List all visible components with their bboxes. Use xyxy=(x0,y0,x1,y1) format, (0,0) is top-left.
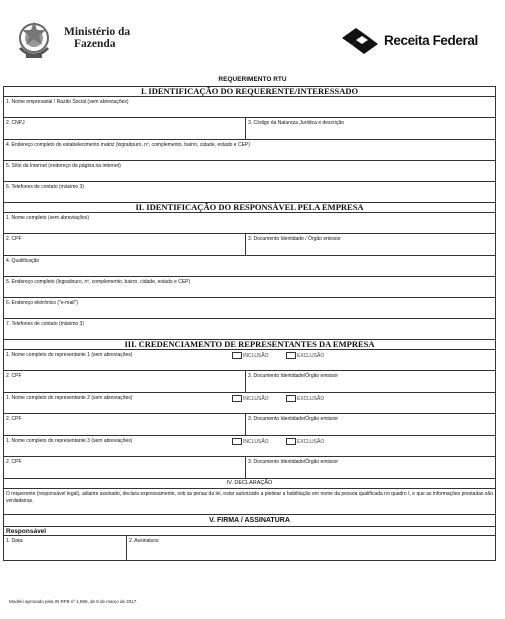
field-label: 5. Endereço completo (logradouro, nº, complemento, bairro, cidade, estado e CEP) xyxy=(6,279,191,285)
field-label: 3. Documento Identidade/Órgão emissor xyxy=(248,459,339,465)
exclusao-option-3[interactable] xyxy=(286,438,324,445)
field-qualificacao[interactable] xyxy=(4,256,495,277)
checkbox-icon[interactable] xyxy=(232,395,242,402)
checkbox-icon[interactable] xyxy=(232,438,242,445)
inclusao-label: INCLUSÃO xyxy=(243,395,269,402)
row-cnpj xyxy=(4,118,495,140)
field-doc-rep-3[interactable] xyxy=(245,457,495,478)
field-label: 2. Assinatura: xyxy=(129,538,160,544)
field-doc-rep-1[interactable] xyxy=(245,371,495,392)
field-documento-responsavel[interactable] xyxy=(245,234,495,255)
checkbox-icon[interactable] xyxy=(286,438,296,445)
section-2-heading: II. IDENTIFICAÇÃO DO RESPONSÁVEL PELA EMPRESA xyxy=(4,203,495,213)
checkbox-icon[interactable] xyxy=(286,395,296,402)
field-label: 1. Nome completo do representante 3 (sem abreviações) xyxy=(6,438,133,444)
receita-federal-header xyxy=(338,26,488,56)
ministry-name xyxy=(64,26,130,50)
section-3-heading: III. CREDENCIAMENTO DE REPRESENTANTES DA EMPRESA xyxy=(4,340,495,350)
field-label: 7. Telefones de contato (máximo 3) xyxy=(6,321,85,327)
field-email[interactable] xyxy=(4,298,495,319)
checkbox-icon[interactable] xyxy=(232,352,242,359)
field-razao-social[interactable] xyxy=(4,97,495,118)
inclusao-option-1[interactable] xyxy=(232,352,269,359)
field-label: 2. CPF xyxy=(6,416,22,422)
field-label: 3. Código da Natureza Jurídica e descrição xyxy=(248,120,344,126)
field-label: 1. Nome completo do representante 2 (sem abreviações) xyxy=(6,395,133,401)
row-cpf-rep-3 xyxy=(4,457,495,479)
field-label: 3. Documento Identidade / Órgão emissor xyxy=(248,236,341,242)
field-data[interactable] xyxy=(4,536,126,560)
field-endereco-responsavel[interactable] xyxy=(4,277,495,298)
field-label: 4. Qualificação xyxy=(6,258,40,264)
field-label: 3. Documento Identidade/Órgão emissor xyxy=(248,373,339,379)
field-label: 6. Telefones de contato (máximo 3) xyxy=(6,184,85,190)
inclusao-option-2[interactable] xyxy=(232,395,269,402)
field-natureza-juridica[interactable] xyxy=(245,118,495,139)
section-5-heading: V. FIRMA / ASSINATURA xyxy=(4,515,495,527)
inclusao-option-3[interactable] xyxy=(232,438,269,445)
field-label: 5. Sítio da Internet (endereço da página na internet) xyxy=(6,163,121,169)
coat-of-arms-icon xyxy=(14,18,54,62)
inclusao-label: INCLUSÃO xyxy=(243,438,269,445)
row-cpf-rep-2 xyxy=(4,414,495,436)
field-representante-1[interactable] xyxy=(4,350,495,371)
ministry-line1: Ministério da xyxy=(64,26,131,38)
field-representante-2[interactable] xyxy=(4,393,495,414)
field-cnpj[interactable] xyxy=(4,118,245,139)
field-label: 2. CPF xyxy=(6,373,22,379)
exclusao-label: EXCLUSÃO xyxy=(297,395,325,402)
field-doc-rep-2[interactable] xyxy=(245,414,495,435)
field-sitio-internet[interactable] xyxy=(4,161,495,182)
receita-federal-logo-icon xyxy=(338,26,382,56)
exclusao-label: EXCLUSÃO xyxy=(297,352,325,359)
field-cpf-rep-1[interactable] xyxy=(4,371,245,392)
field-label: 4. Endereço completo do estabelecimento matriz (logradouro, nº, complemento, bairro, cidade, estado e CEP) xyxy=(6,142,250,148)
section-1-heading: I. IDENTIFICAÇÃO DO REQUERENTE/INTERESSADO xyxy=(4,87,495,97)
exclusao-option-1[interactable] xyxy=(286,352,324,359)
inclusao-label: INCLUSÃO xyxy=(243,352,269,359)
exclusao-label: EXCLUSÃO xyxy=(297,438,325,445)
field-cpf-rep-2[interactable] xyxy=(4,414,245,435)
ministry-header xyxy=(14,18,174,62)
ministry-line2: Fazenda xyxy=(74,38,116,50)
field-label: 2. CPF xyxy=(6,459,22,465)
field-label: 2. CNPJ xyxy=(6,120,25,126)
field-cpf-responsavel[interactable] xyxy=(4,234,245,255)
field-label: 1. Data: xyxy=(6,538,24,544)
field-telefones-empresa[interactable] xyxy=(4,182,495,203)
field-telefones-responsavel[interactable] xyxy=(4,319,495,340)
field-assinatura[interactable] xyxy=(126,536,495,560)
field-label: 6. Endereço eletrônico ("e-mail") xyxy=(6,300,78,306)
field-cpf-rep-3[interactable] xyxy=(4,457,245,478)
footer-note: Modelo aprovado pela IN RFB nº 1.698, de 8 de março de 2017. xyxy=(9,599,138,604)
field-endereco-matriz[interactable] xyxy=(4,140,495,161)
responsavel-label: Responsável xyxy=(4,527,495,536)
agency-name: Receita Federal xyxy=(384,33,478,48)
exclusao-option-2[interactable] xyxy=(286,395,324,402)
section-4-heading: IV. DECLARAÇÃO xyxy=(4,479,495,489)
field-representante-3[interactable] xyxy=(4,436,495,457)
field-label: 1. Nome completo (sem abreviações) xyxy=(6,215,90,221)
declaration-text: O requerente (responsável legal), adiante assinado, declara expressamente, sob as penas da lei, estar autorizado a pleitear a habilitação em nome da pessoa qualificada no quadro I, e que as informações prestadas são verdadeiras. xyxy=(4,489,495,515)
field-label: 1. Nome completo do representante 1 (sem abreviações) xyxy=(6,352,133,358)
row-cpf-rep-1 xyxy=(4,371,495,393)
row-signature xyxy=(4,536,495,560)
checkbox-icon[interactable] xyxy=(286,352,296,359)
document-title: REQUERIMENTO RTU xyxy=(218,76,287,83)
field-label: 1. Nome empresarial / Razão Social (sem abreviações) xyxy=(6,99,129,105)
field-label: 3. Documento Identidade/Órgão emissor xyxy=(248,416,339,422)
row-cpf-responsavel xyxy=(4,234,495,256)
form-table xyxy=(3,86,496,561)
field-nome-responsavel[interactable] xyxy=(4,213,495,234)
field-label: 2. CPF xyxy=(6,236,22,242)
